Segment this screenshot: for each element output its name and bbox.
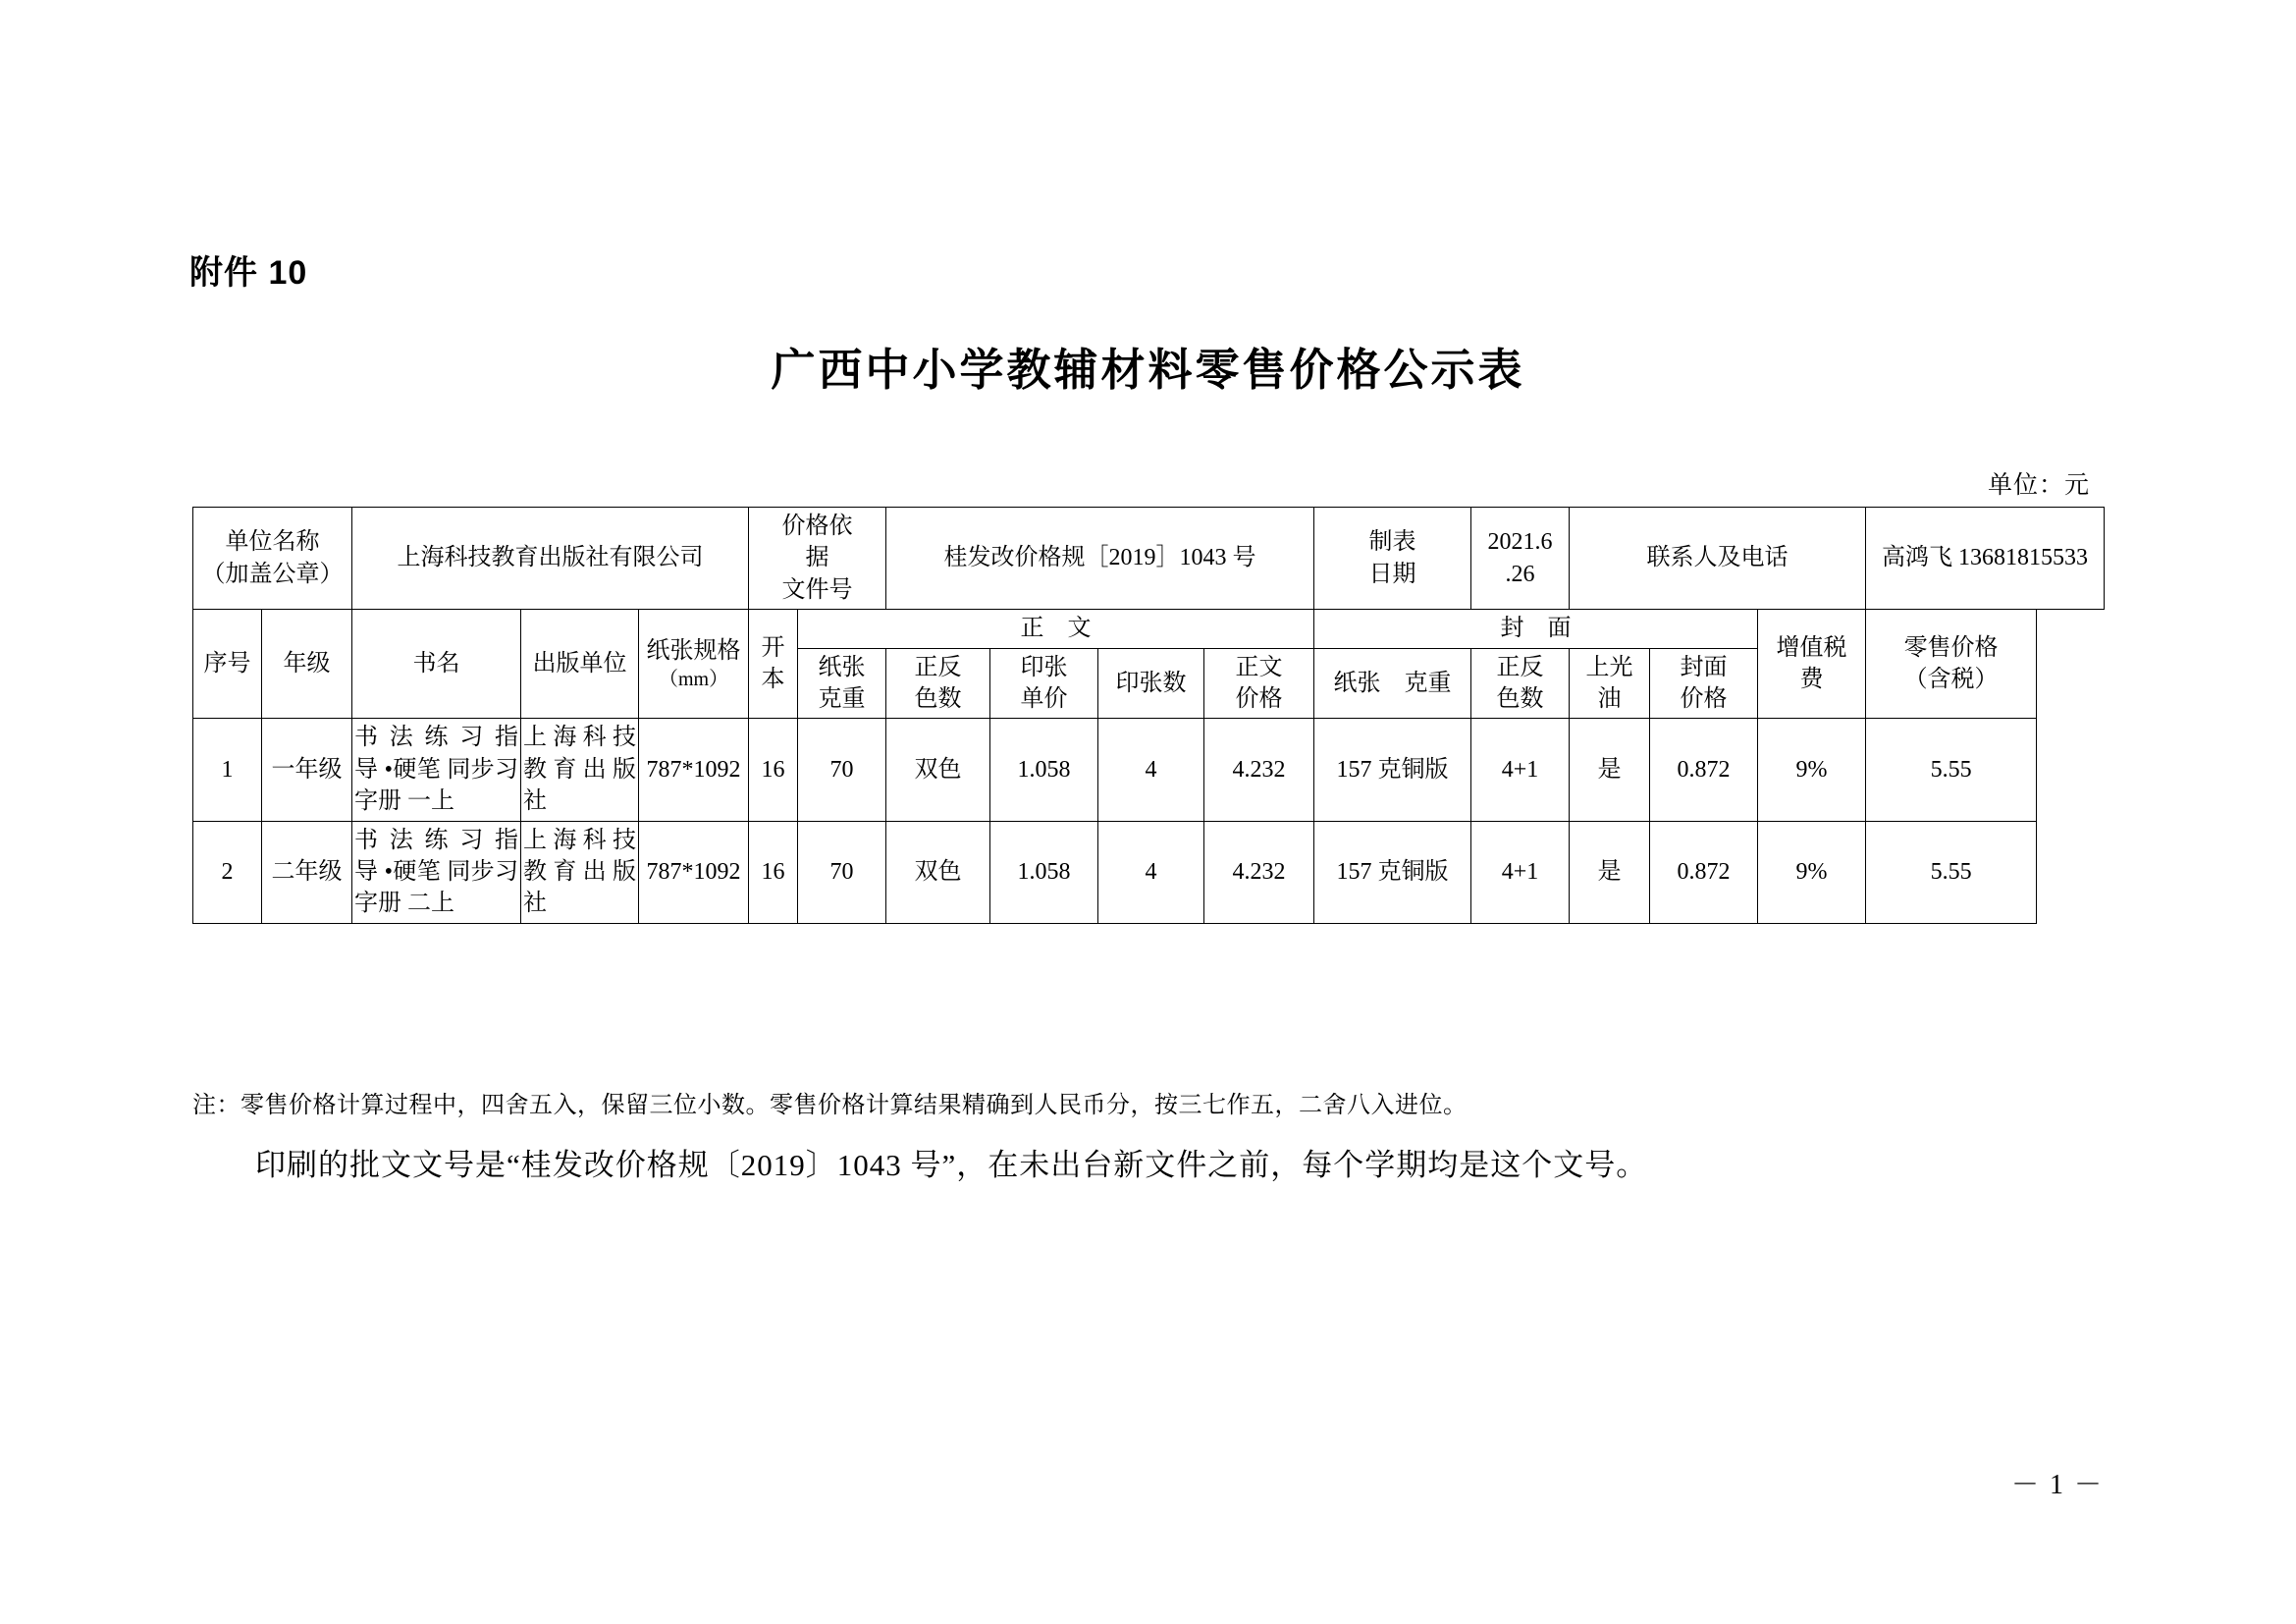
cell-body-price: 4.232 xyxy=(1204,821,1314,923)
cell-publisher-line2: 教育出版 xyxy=(523,858,636,885)
col-header-seq: 序号 xyxy=(193,610,262,719)
cell-cover-varnish: 是 xyxy=(1570,719,1650,821)
cell-book-name-line2: 导 •硬笔 同步习 xyxy=(354,756,518,783)
price-basis-label xyxy=(749,508,886,610)
body-paragraph: 印刷的批文文号是“桂发改价格规〔2019〕1043 号”，在未出台新文件之前，每个学期均是这个文号。 xyxy=(255,1148,1648,1182)
cell-body-paper-weight: 70 xyxy=(798,719,886,821)
cell-publisher-line1: 上海科技 xyxy=(523,725,636,751)
col-header-retail-price xyxy=(1866,610,2037,719)
col-header-body-paper-weight-line1: 纸张 xyxy=(818,654,866,680)
price-table xyxy=(192,507,2105,924)
col-header-cover-price-line2: 价格 xyxy=(1680,685,1728,712)
col-header-body-price-line1: 正文 xyxy=(1235,654,1283,680)
unit-name-label-line2: （加盖公章） xyxy=(201,561,344,587)
cell-book-name-line1: 书 法 练 习 指 xyxy=(354,725,518,751)
unit-name-label-line1: 单位名称 xyxy=(225,529,320,556)
cell-paper-spec: 787*1092 xyxy=(639,719,749,821)
date-label-line2: 日期 xyxy=(1368,561,1416,587)
col-header-retail-price-line2: （含税） xyxy=(1903,667,1999,693)
col-header-cover-color xyxy=(1471,648,1570,719)
cell-book-name-line3: 字册 一上 xyxy=(354,788,454,815)
price-basis-label-line3: 文件号 xyxy=(781,576,853,603)
cell-body-sheet-count: 4 xyxy=(1098,821,1204,923)
price-basis-label-line1: 价格依 xyxy=(781,514,853,539)
col-header-body-sheet-count: 印张数 xyxy=(1098,648,1204,719)
cell-cover-price: 0.872 xyxy=(1650,719,1758,821)
cell-cover-price: 0.872 xyxy=(1650,821,1758,923)
contact-label: 联系人及电话 xyxy=(1570,508,1866,610)
cell-cover-paper-weight: 157 克铜版 xyxy=(1314,821,1471,923)
table-info-row xyxy=(193,508,2105,610)
cell-cover-varnish: 是 xyxy=(1570,821,1650,923)
col-header-cover-varnish xyxy=(1570,648,1650,719)
col-header-body-sheet-price-line1: 印张 xyxy=(1020,654,1068,680)
col-header-body-price-line2: 价格 xyxy=(1235,685,1283,712)
cell-cover-color: 4+1 xyxy=(1471,719,1570,821)
col-header-format xyxy=(749,610,798,719)
cell-publisher-line1: 上海科技 xyxy=(523,827,636,853)
cell-body-sheet-price: 1.058 xyxy=(990,821,1098,923)
col-header-cover-paper-weight: 纸张 克重 xyxy=(1314,648,1471,719)
col-header-paper-spec-line1: 纸张规格 xyxy=(646,637,741,664)
table-row xyxy=(193,719,2105,821)
date-label xyxy=(1314,508,1471,610)
currency-unit-note: 单位：元 xyxy=(1987,472,2090,499)
cell-grade: 二年级 xyxy=(262,821,352,923)
cell-vat: 9% xyxy=(1758,719,1866,821)
col-header-vat-line2: 费 xyxy=(1799,667,1824,693)
col-header-cover-varnish-line2: 油 xyxy=(1597,685,1622,712)
cell-publisher-line3: 社 xyxy=(523,891,547,917)
page-number: － 1 － xyxy=(2010,1470,2104,1500)
cell-cover-color: 4+1 xyxy=(1471,821,1570,923)
page-title: 广西中小学教辅材料零售价格公示表 xyxy=(771,346,1525,395)
cell-book-name-line1: 书 法 练 习 指 xyxy=(354,827,518,853)
col-header-body-paper-weight xyxy=(798,648,886,719)
col-header-paper-spec xyxy=(639,610,749,719)
col-header-vat-line1: 增值税 xyxy=(1776,634,1847,661)
cell-vat: 9% xyxy=(1758,821,1866,923)
col-header-body-color-line1: 正反 xyxy=(914,654,962,680)
col-header-cover-price xyxy=(1650,648,1758,719)
date-value xyxy=(1471,508,1570,610)
col-header-cover-color-line1: 正反 xyxy=(1496,654,1544,680)
col-header-body-price xyxy=(1204,648,1314,719)
attachment-label: 附件 10 xyxy=(189,254,308,292)
unit-name-label xyxy=(193,508,352,610)
date-value-line1: 2021.6 xyxy=(1487,529,1553,556)
col-header-grade: 年级 xyxy=(262,610,352,719)
cell-book-name xyxy=(352,719,521,821)
cell-cover-paper-weight: 157 克铜版 xyxy=(1314,719,1471,821)
cell-publisher xyxy=(521,821,639,923)
col-header-paper-spec-line2: （mm） xyxy=(658,668,729,690)
cell-format: 16 xyxy=(749,821,798,923)
cell-seq: 2 xyxy=(193,821,262,923)
col-header-body-sheet-price xyxy=(990,648,1098,719)
price-basis-label-line2: 据 xyxy=(805,545,829,571)
cell-retail-price: 5.55 xyxy=(1866,821,2037,923)
col-header-body-sheet-price-line2: 单价 xyxy=(1020,685,1068,712)
col-header-cover-varnish-line1: 上光 xyxy=(1585,654,1633,680)
unit-name-value: 上海科技教育出版社有限公司 xyxy=(352,508,749,610)
cell-body-price: 4.232 xyxy=(1204,719,1314,821)
col-header-format-line2: 本 xyxy=(761,667,785,693)
col-header-cover-price-line1: 封面 xyxy=(1680,654,1728,680)
col-header-cover-color-line2: 色数 xyxy=(1496,685,1544,712)
cell-paper-spec: 787*1092 xyxy=(639,821,749,923)
col-header-publisher: 出版单位 xyxy=(521,610,639,719)
cell-book-name xyxy=(352,821,521,923)
cell-publisher xyxy=(521,719,639,821)
cell-body-sheet-count: 4 xyxy=(1098,719,1204,821)
price-basis-value: 桂发改价格规［2019］1043 号 xyxy=(886,508,1314,610)
cell-retail-price: 5.55 xyxy=(1866,719,2037,821)
col-header-body-color-line2: 色数 xyxy=(914,685,962,712)
cell-body-color: 双色 xyxy=(886,821,990,923)
cell-body-paper-weight: 70 xyxy=(798,821,886,923)
cell-grade: 一年级 xyxy=(262,719,352,821)
cell-body-color: 双色 xyxy=(886,719,990,821)
cell-publisher-line2: 教育出版 xyxy=(523,756,636,783)
col-header-format-line1: 开 xyxy=(761,634,785,661)
col-header-body-paper-weight-line2: 克重 xyxy=(818,685,866,712)
cell-seq: 1 xyxy=(193,719,262,821)
cell-book-name-line2: 导 •硬笔 同步习 xyxy=(354,858,518,885)
col-header-body-color xyxy=(886,648,990,719)
date-value-line2: .26 xyxy=(1505,561,1535,587)
col-group-header-body: 正 文 xyxy=(798,610,1314,648)
cell-body-sheet-price: 1.058 xyxy=(990,719,1098,821)
cell-book-name-line3: 字册 二上 xyxy=(354,891,454,917)
date-label-line1: 制表 xyxy=(1368,529,1416,556)
table-row xyxy=(193,821,2105,923)
cell-publisher-line3: 社 xyxy=(523,788,547,815)
col-header-retail-price-line1: 零售价格 xyxy=(1903,634,1999,661)
table-footnote: 注：零售价格计算过程中，四舍五入，保留三位小数。零售价格计算结果精确到人民币分，按三七作五，二舍八入进位。 xyxy=(192,1093,1468,1118)
col-header-book-name: 书名 xyxy=(352,610,521,719)
table-group-header-row xyxy=(193,610,2105,648)
contact-value: 高鸿飞 13681815533 xyxy=(1866,508,2105,610)
col-group-header-cover: 封 面 xyxy=(1314,610,1758,648)
cell-format: 16 xyxy=(749,719,798,821)
col-header-vat xyxy=(1758,610,1866,719)
